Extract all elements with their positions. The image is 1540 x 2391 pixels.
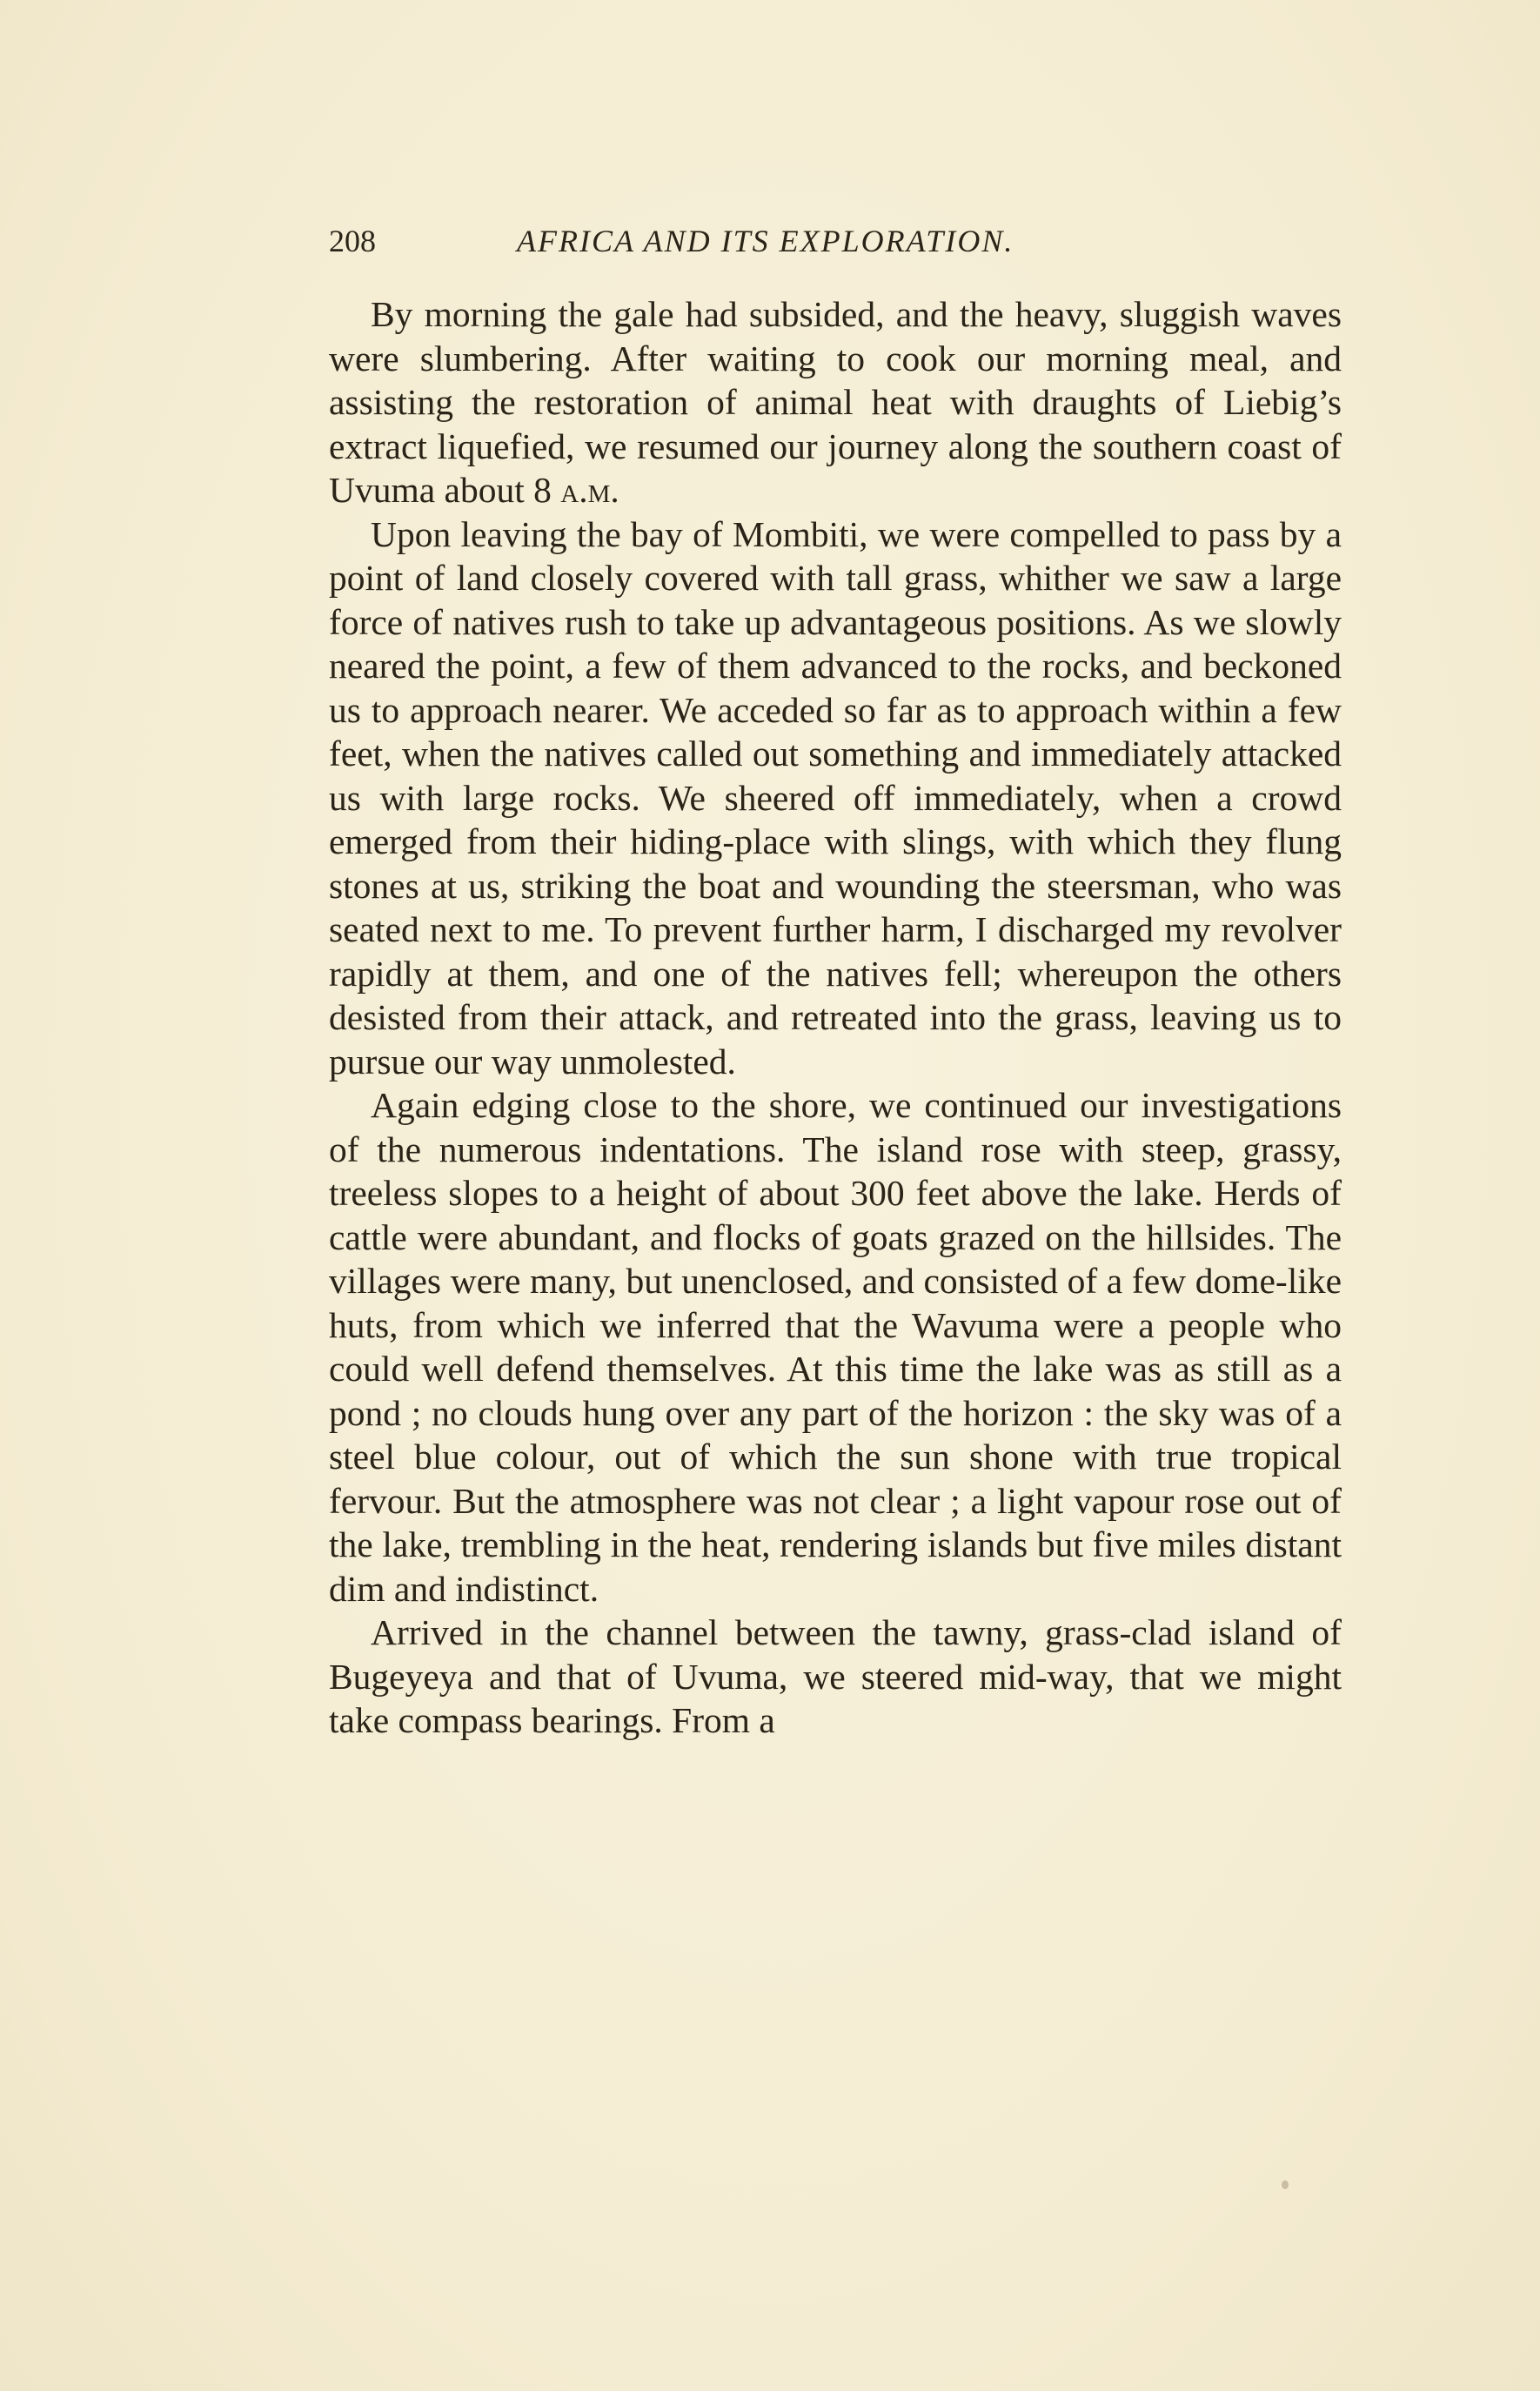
paragraph-2: Upon leaving the bay of Mombiti, we were compelled to pass by a point of land closely covered with tall grass, whither we saw a large force of natives rush to take up advantageous positions. As we slowly neared the point, a few of them advanced to the rocks, and beckoned us to approach nearer. We acceded so far as to approach within a few feet, when the natives called out something and immediately attacked us with large rocks. We sheered off immediately, when a crowd emerged from their hiding-place with slings, with which they flung stones at us, striking the boat and wounding the steersman, who was seated next to me. To prevent further harm, I discharged my revolver rapidly at them, and one of the natives fell; whereupon the others desisted from their attack, and retreated into the grass, leaving us to pursue our way unmolested. [329, 513, 1342, 1082]
paper-speck [1282, 2180, 1289, 2189]
paragraph-1 [329, 292, 1342, 512]
paragraph-4: Arrived in the channel between the tawny, grass-clad island of Bugeyeya and that of Uvuma, we steered mid-way, that we might take compass bearings. From a [329, 1612, 1342, 1740]
paragraph-1-text: By morning the gale had subsided, and the heavy, sluggish waves were slumbering. After waiting to cook our morning meal, and assisting the restoration of animal heat with draughts of Liebig’s extract liquefied, we resumed our journey along the southern coast of Uvuma about 8 [329, 294, 1342, 510]
body-text [329, 292, 1342, 1743]
running-head [329, 219, 1342, 263]
running-title: AFRICA AND ITS EXPLORATION. [517, 224, 1014, 258]
time-abbreviation: a.m. [560, 470, 619, 510]
paragraph-3: Again edging close to the shore, we continued our investigations of the numerous indentations. The island rose with steep, grassy, treeless slopes to a height of about 300 feet above the lake. Herds of cattle were abundant, and flocks of goats grazed on the hillsides. The villages were many, but unenclosed, and consisted of a few dome-like huts, from which we inferred that the Wavuma were a people who could well defend themselves. At this time the lake was as still as a pond ; no clouds hung over any part of the horizon : the sky was of a steel blue colour, out of which the sun shone with true tropical fervour. But the atmosphere was not clear ; a light vapour rose out of the lake, trembling in the heat, rendering islands but five miles distant dim and indistinct. [329, 1085, 1342, 1609]
page-number: 208 [329, 224, 376, 258]
